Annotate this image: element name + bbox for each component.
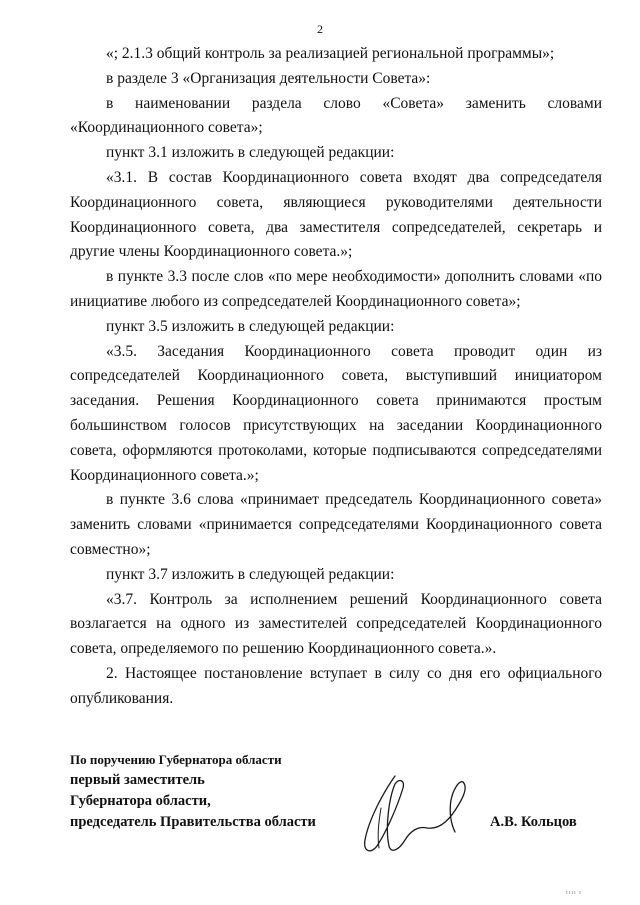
- signatory-title-line-2: Губернатора области,: [70, 793, 211, 809]
- paragraph-3-3: в пункте 3.3 после слов «по мере необходимости» дополнить словами «по инициативе любого из сопредседателей Координационного совета»;: [70, 268, 602, 310]
- paragraph-3-5-intro: пункт 3.5 изложить в следующей редакции:: [106, 317, 395, 335]
- paragraph-3-6: в пункте 3.6 слова «принимает председатель Координационного совета» заменить словами «принимается сопредседателями Координационного совета совместно»;: [70, 491, 602, 558]
- paragraph-section-title-change: в наименовании раздела слово «Совета» заменить словами «Координационного совета»;: [70, 94, 602, 137]
- paragraph-3-5-text: «3.5. Заседания Координационного совета проводит один из сопредседателей Координационного совета, выступивший инициатором заседания. Решения Координационного совета принимаются простым большинством голосов присутствующих на заседании Координационного совета, оформляются протоколами, которые подписываются сопредседателями Координационного совета.»;: [70, 342, 602, 484]
- signatory-title-line-3: председатель Правительства области: [70, 814, 316, 830]
- paragraph-section-3: в разделе 3 «Организация деятельности Совета»:: [106, 69, 431, 87]
- signatory-title-line-1: первый заместитель: [70, 772, 205, 788]
- paragraph-3-1-intro: пункт 3.1 изложить в следующей редакции:: [106, 144, 395, 162]
- signer-name: А.В. Кольцов: [490, 814, 577, 830]
- paragraph-3-1-text: «3.1. В состав Координационного совета входят два сопредседателя Координационного совета, являющиеся руководителями деятельности Координационного совета, два заместителя сопредседателей, секретарь и другие члены Координационного совета.»;: [70, 168, 602, 261]
- paragraph-3-7-intro: пункт 3.7 изложить в следующей редакции:: [106, 565, 395, 583]
- page-number: 2: [317, 22, 323, 36]
- handwritten-signature: [355, 768, 485, 863]
- signature-block: [70, 752, 610, 842]
- signatory-instruction: По поручению Губернатора области: [70, 752, 282, 767]
- document-body: [70, 42, 602, 712]
- footer-mark: ıııı ı: [566, 890, 582, 896]
- paragraph-effective-date: 2. Настоящее постановление вступает в силу со дня его официального опубликования.: [70, 664, 602, 707]
- paragraph-3-7-text: «3.7. Контроль за исполнением решений Координационного совета возлагается на одного из заместителей сопредседателей Координационного совета, определяемого по решению Координационного совета.».: [70, 590, 602, 658]
- paragraph-2-1-3: «; 2.1.3 общий контроль за реализацией региональной программы»;: [106, 45, 555, 62]
